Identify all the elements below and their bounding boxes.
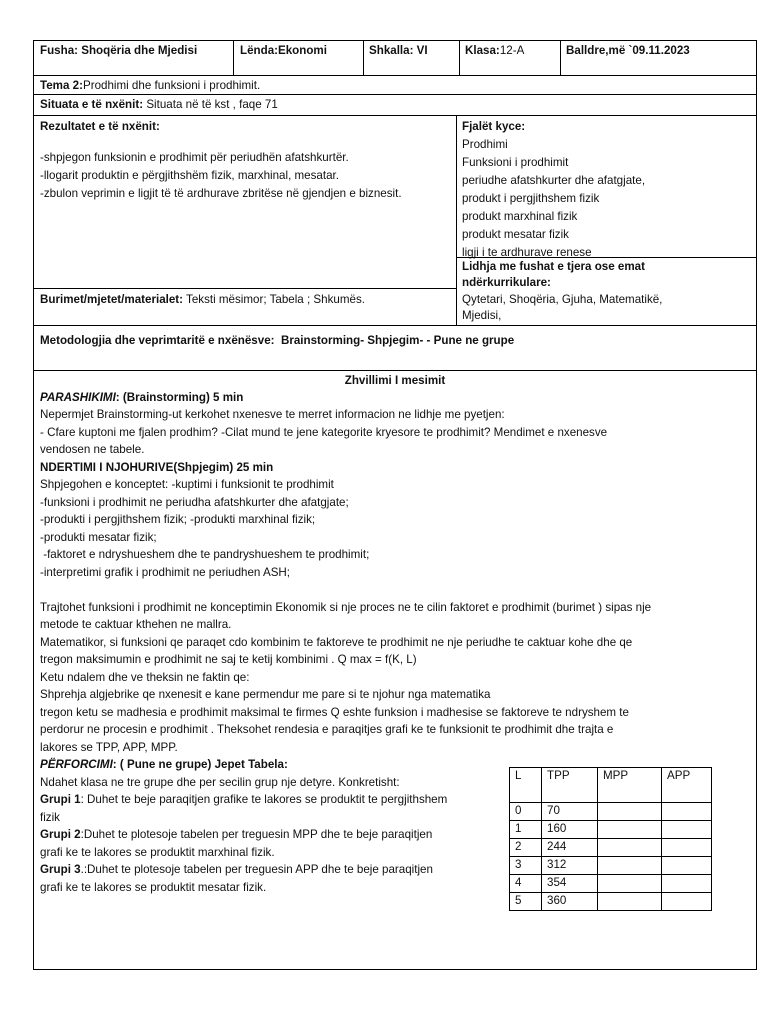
- header-lenda: Lënda:Ekonomi: [240, 44, 327, 57]
- keyword-item: produkt i pergjithshem fizik: [462, 192, 600, 205]
- table-row: 0 70: [510, 803, 712, 821]
- keyword-item: Funksioni i prodhimit: [462, 156, 569, 169]
- table-row: 1 160: [510, 821, 712, 839]
- table-row: 3 312: [510, 857, 712, 875]
- zhvillimi-body: PARASHIKIMI: (Brainstorming) 5 min Nepermjet Brainstorming-ut kerkohet nxenesve te merret informacion ne lidhje me pyetjen: - Cfare kuptoni me fjalen prodhim? -Cilat mund te jene kategorite kryesore te prodhimit? Mendimet e nxenesve vendosen ne tabele. NDERTIMI I NJOHURIVE(Shpjegim) 25 min Shpjegohen e konceptet: -kuptimi i funksionit te prodhimit -funksioni i prodhimit ne periudha afatshkurter dhe afatgjate; -produkti i pergjithshem fizik; -produkti marxhinal fizik; -produkti mesatar fizik; -faktoret e ndryshueshem dhe te pandryshueshem te prodhimit; -interpretimi grafik i prodhimit ne periudhen ASH; Trajtohet funksioni i prodhimit ne konceptimin Ekonomik si nje proces ne te cilin faktoret e prodhimit (burimet ) sipas nje metode te caktuar kthehen ne mallra. Matematikor, si funksioni qe paraqet cdo kombinim te faktoreve te prodhimit ne nje periudhe te caktuar kohe dhe qe tregon maksimumin e prodhimit ne saj te ketij kombinimi . Q max = f(K, L) Ketu ndalem dhe ve theksin ne faktin qe: Shprehja algjebrike qe nxenesit e kane permendur me pare si te njohur nga matematika tregon ketu se madhesia e prodhimit maksimal te firmes Q eshte funksion i madhesise se faktoreve te ndryshem te perdorur ne procesin e prodhimit . Theksohet rendesia e paraqitjes grafi ke te funksionit te prodhimit dhe trajta e lakores se TPP, APP, MPP. PËRFORCIMI: ( Pune ne grupe) Jepet Tabela: Ndahet klasa ne tre grupe dhe per secilin grup nje detyre. Konkretisht: Grupi 1: Duhet te beje paraqitjen grafike te lakores se produktit te pergjithshem fizik Grupi 2:Duhet te plotesoje tabelen per treguesin MPP dhe te beje paraqitjen grafi ke te lakores se produktit marxhinal fizik. Grupi 3.:Duhet te plotesoje tabelen per treguesin APP dhe te beje paraqitjen grafi ke te lakores se produktit mesatar fizik.: [40, 391, 752, 898]
- keyword-item: Prodhimi: [462, 138, 508, 151]
- production-table: [509, 767, 712, 911]
- table-row: 2 244: [510, 839, 712, 857]
- fjalet-kyce-label: Fjalët kyce:: [462, 120, 526, 133]
- header-klasa: Klasa:12-A: [465, 44, 525, 57]
- metodologjia-row: Metodologjia dhe veprimtaritë e nxënësve: Brainstorming- Shpjegim- - Pune ne grupe: [40, 334, 515, 347]
- grupi-1: Grupi 1: Duhet te beje paraqitjen grafike te lakores se produktit te pergjithshem: [40, 793, 448, 806]
- rezultatet-label: Rezultatet e të nxënit:: [40, 120, 160, 133]
- rezultatet-item: -zbulon veprimin e ligjit të të ardhurave zbritëse në gjendjen e biznesit.: [40, 187, 402, 201]
- table-header: MPP: [598, 768, 662, 803]
- keyword-item: periudhe afatshkurter dhe afatgjate,: [462, 174, 646, 187]
- header-date: Balldre,më `09.11.2023: [566, 44, 690, 57]
- lidhja-section: Lidhja me fushat e tjera ose emat ndërkurrikulare: Qytetari, Shoqëria, Gjuha, Matematikë, Mjedisi,: [462, 260, 663, 322]
- table-row: 5 360: [510, 893, 712, 911]
- ndertimi-heading: NDERTIMI I NJOHURIVE(Shpjegim) 25 min: [40, 460, 274, 474]
- fjalet-kyce-section: [462, 120, 752, 264]
- table-row: 4 354: [510, 875, 712, 893]
- zhvillimi-title: Zhvillimi I mesimit: [344, 374, 446, 387]
- rezultatet-item: -llogarit produktin e përgjithshëm fizik, marxhinal, mesatar.: [40, 169, 339, 183]
- tema-row: Tema 2:Prodhimi dhe funksioni i prodhimit.: [40, 79, 261, 92]
- table-header: TPP: [542, 768, 598, 803]
- burimet-row: Burimet/mjetet/materialet: Teksti mësimor; Tabela ; Shkumës.: [40, 293, 365, 306]
- lesson-plan-page: [33, 40, 757, 970]
- perforcimi-heading: PËRFORCIMI: ( Pune ne grupe) Jepet Tabela:: [40, 758, 288, 771]
- table-header-row: [510, 768, 712, 803]
- header-shkalla: Shkalla: VI: [369, 44, 428, 57]
- rezultatet-item: -shpjegon funksionin e prodhimit për periudhën afatshkurtër.: [40, 151, 349, 165]
- table-header: APP: [662, 768, 712, 803]
- parashikimi-heading: PARASHIKIMI: (Brainstorming) 5 min: [40, 391, 244, 404]
- grupi-2: Grupi 2:Duhet te plotesoje tabelen per treguesin MPP dhe te beje paraqitjen: [40, 828, 433, 841]
- keyword-item: produkt mesatar fizik: [462, 228, 569, 241]
- header-fusha: Fusha: Shoqëria dhe Mjedisi: [40, 44, 198, 57]
- table-header: L: [510, 768, 542, 803]
- keyword-item: ligji i te ardhurave renese: [462, 246, 592, 259]
- grupi-3: Grupi 3.:Duhet te plotesoje tabelen per treguesin APP dhe te beje paraqitjen: [40, 863, 433, 876]
- situata-row: Situata e të nxënit: Situata në të kst , faqe 71: [40, 98, 278, 111]
- rezultatet-section: [40, 120, 450, 205]
- keyword-item: produkt marxhinal fizik: [462, 210, 578, 223]
